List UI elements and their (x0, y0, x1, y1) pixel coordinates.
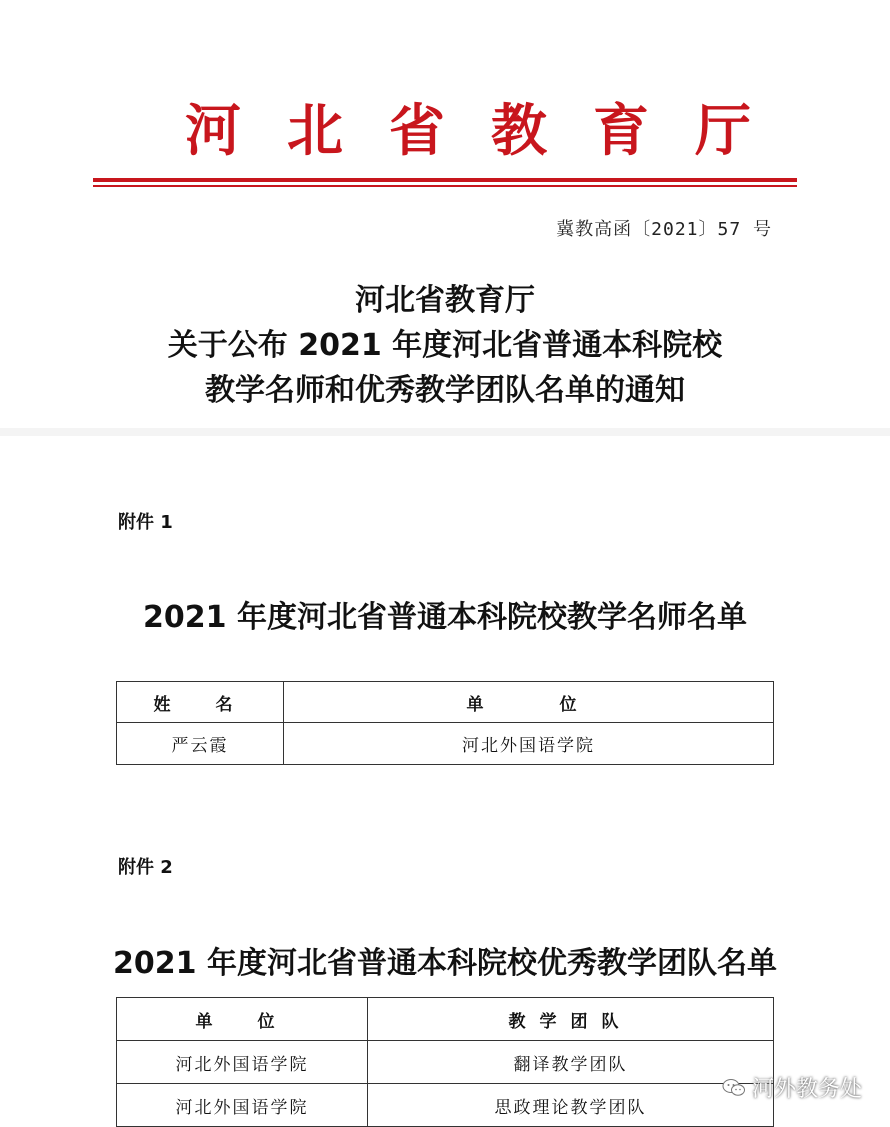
team-table (116, 997, 774, 1127)
letterhead-title: 河北省教育厅 (185, 98, 797, 164)
table-header-row (117, 682, 774, 723)
header-unit: 单 位 (284, 682, 774, 723)
notice-title (0, 278, 890, 413)
header-name: 姓 名 (117, 682, 284, 723)
teacher-unit: 河北外国语学院 (284, 723, 774, 765)
page-gap (0, 770, 890, 778)
header-unit: 单 位 (117, 998, 368, 1041)
notice-title-line-3: 教学名师和优秀教学团队名单的通知 (205, 373, 685, 408)
table-row (117, 723, 774, 765)
teacher-table (116, 681, 774, 765)
attachment-2-title: 2021 年度河北省普通本科院校优秀教学团队名单 (113, 946, 777, 981)
watermark-text: 河外教务处 (751, 1077, 862, 1102)
document-number: 冀教高函〔2021〕57 号 (556, 219, 772, 240)
letterhead-red-rule (93, 178, 797, 182)
wechat-icon (722, 1078, 746, 1098)
teacher-name: 严云霞 (117, 723, 284, 765)
table-row (117, 1084, 774, 1127)
team-name: 翻译教学团队 (368, 1041, 774, 1084)
wechat-watermark (722, 1072, 862, 1103)
attachment-2-label: 附件 2 (118, 857, 173, 878)
team-unit: 河北外国语学院 (117, 1084, 368, 1127)
table-header-row (117, 998, 774, 1041)
notice-title-line-1: 河北省教育厅 (355, 283, 535, 318)
notice-title-line-2: 关于公布 2021 年度河北省普通本科院校 (167, 328, 723, 363)
page-gap (0, 428, 890, 436)
header-team: 教学团队 (368, 998, 774, 1041)
team-name: 思政理论教学团队 (368, 1084, 774, 1127)
attachment-1-title: 2021 年度河北省普通本科院校教学名师名单 (143, 600, 747, 635)
team-unit: 河北外国语学院 (117, 1041, 368, 1084)
letterhead-red-rule-thin (93, 185, 797, 187)
table-row (117, 1041, 774, 1084)
attachment-1-label: 附件 1 (118, 512, 173, 533)
